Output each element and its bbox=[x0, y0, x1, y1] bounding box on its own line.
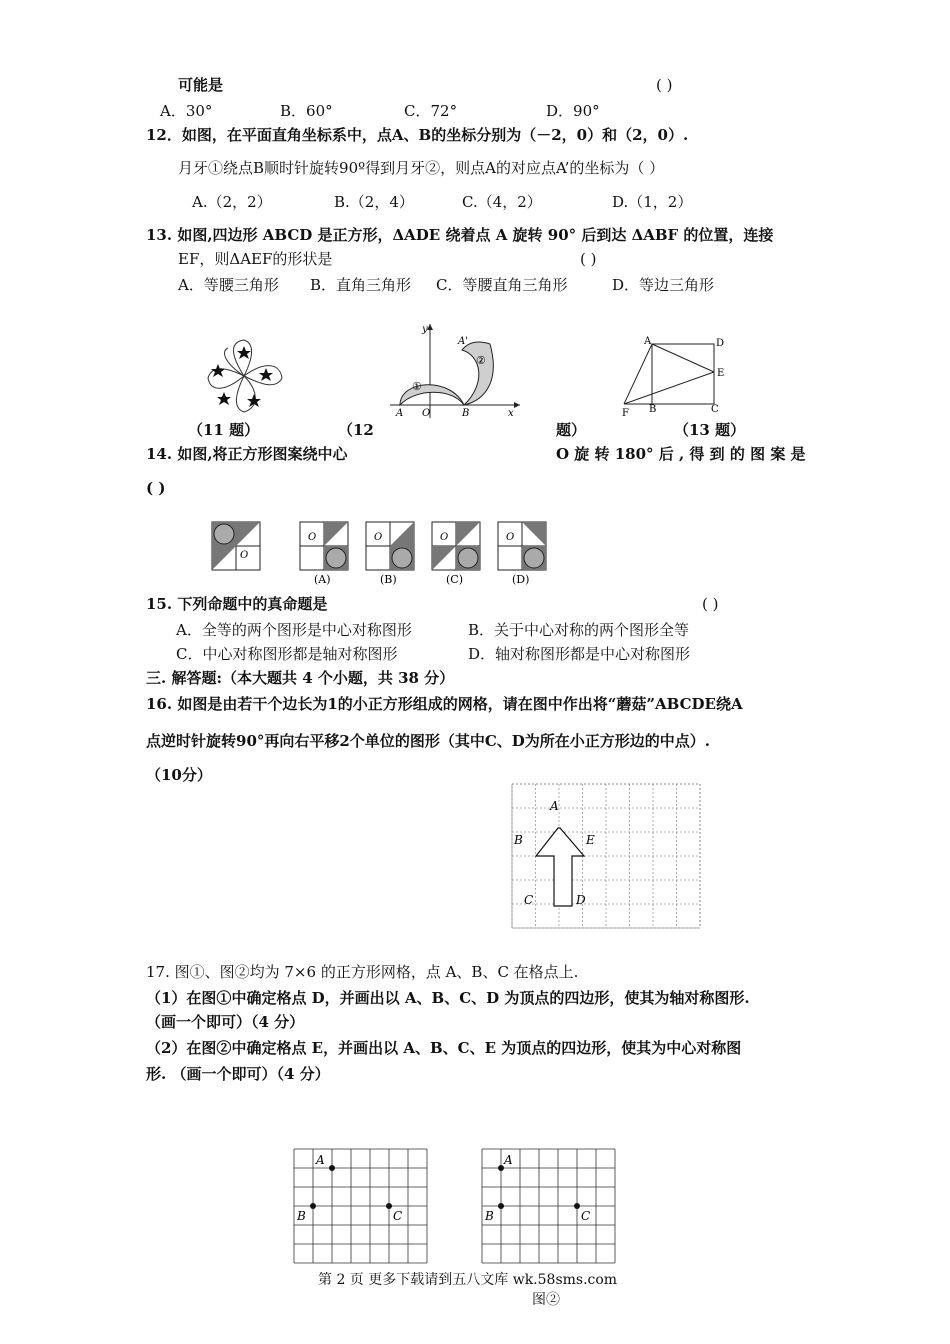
option-b-pattern[interactable] bbox=[366, 522, 414, 570]
q16-line3: （10分） bbox=[146, 766, 212, 784]
caption-11: （11 题） bbox=[188, 421, 260, 439]
caption-13: （13 题） bbox=[674, 421, 746, 439]
axis-x-label: x bbox=[508, 408, 514, 419]
label-b: B bbox=[649, 404, 657, 415]
q14-line1a: 14. 如图,将正方形图案绕中心 bbox=[146, 445, 348, 463]
q13-option-d: D．等边三角形 bbox=[612, 276, 715, 294]
q17-line4: （2）在图②中确定格点 E，并画出以 A、B、C、E 为顶点的四边形，使其为中心对称图 bbox=[146, 1039, 742, 1057]
q15-option-d: D．轴对称图形都是中心对称图形 bbox=[468, 645, 691, 663]
svg-text:O: O bbox=[440, 532, 449, 543]
axis-y-label: y bbox=[422, 324, 428, 335]
option-d-label: (D) bbox=[512, 573, 530, 586]
q11-option-c: C．72° bbox=[404, 102, 458, 120]
label-f: F bbox=[622, 408, 629, 418]
q16-label-b: B bbox=[514, 833, 523, 847]
moon-2-label: ② bbox=[476, 354, 486, 367]
option-c-label: (C) bbox=[446, 573, 463, 586]
q17-grid-figure-1 bbox=[290, 1148, 430, 1268]
fig2-label-c: C bbox=[581, 1209, 591, 1223]
option-b-label: (B) bbox=[380, 573, 397, 586]
q13-line2: EF，则ΔAEF的形状是 bbox=[178, 250, 333, 268]
option-a-label: (A) bbox=[314, 573, 331, 586]
q15-paren: ( ) bbox=[702, 595, 719, 613]
fig1-label-c: C bbox=[393, 1209, 403, 1223]
moon-1-label: ① bbox=[412, 380, 422, 393]
q11-tail: 可能是 bbox=[178, 76, 224, 94]
q11-paren: ( ) bbox=[656, 76, 673, 94]
label-e: E bbox=[717, 368, 725, 379]
svg-text:O: O bbox=[506, 532, 515, 543]
q16-line2: 点逆时针旋转90°再向右平移2个单位的图形（其中C、D为所在小正方形边的中点）. bbox=[146, 732, 710, 750]
q16-line1: 16. 如图是由若干个边长为1的小正方形组成的网格，请在图中作出将“蘑菇”ABCDE绕A bbox=[146, 695, 743, 713]
q13-option-c: C．等腰直角三角形 bbox=[436, 276, 568, 294]
q17-grid-figure-2 bbox=[478, 1148, 618, 1268]
figure-13-square bbox=[616, 334, 732, 418]
q12-line2: 月牙①绕点B顺时针旋转90º得到月牙②，则点A的对应点A’的坐标为（ ） bbox=[178, 159, 665, 177]
q16-label-a: A bbox=[550, 799, 559, 813]
label-a: A bbox=[644, 336, 652, 347]
fig1-label-a: A bbox=[316, 1153, 325, 1167]
q17-line1: 17. 图①、图②均为 7×6 的正方形网格，点 A、B、C 在格点上. bbox=[146, 963, 579, 981]
caption-12b: 题） bbox=[556, 421, 587, 439]
point-a-label: A bbox=[396, 408, 404, 419]
q17-line2: （1）在图①中确定格点 D，并画出以 A、B、C、D 为顶点的四边形，使其为轴对称图形. bbox=[146, 989, 750, 1007]
q15-option-b: B．关于中心对称的两个图形全等 bbox=[468, 621, 690, 639]
q13-paren: ( ) bbox=[580, 250, 597, 268]
page-footer: 第 2 页 更多下载请到五八文库 wk.58sms.com bbox=[318, 1272, 618, 1288]
q16-grid-figure bbox=[508, 782, 704, 932]
label-c: C bbox=[711, 404, 719, 415]
q15-option-a: A．全等的两个图形是中心对称图形 bbox=[176, 621, 412, 639]
figure-12-moons bbox=[386, 320, 526, 420]
q17-line3: （画一个即可）（4 分） bbox=[146, 1013, 305, 1031]
q13-option-a: A．等腰三角形 bbox=[178, 276, 279, 294]
fig2-label-a: A bbox=[504, 1153, 513, 1167]
q12-option-d: D.（1，2） bbox=[612, 193, 693, 211]
q15-line: 15. 下列命题中的真命题是 bbox=[146, 595, 328, 613]
q14-line1b: O 旋 转 180° 后 , 得 到 的 图 案 是 bbox=[556, 445, 806, 463]
fig1-label-b: B bbox=[297, 1209, 306, 1223]
option-c-pattern[interactable] bbox=[432, 522, 480, 570]
point-b-label: B bbox=[462, 408, 470, 419]
q11-option-a: A．30° bbox=[160, 102, 213, 120]
fig2-label-b: B bbox=[485, 1209, 494, 1223]
q16-label-c: C bbox=[524, 893, 534, 907]
caption-12a: （12 bbox=[338, 421, 374, 439]
q13-option-b: B．直角三角形 bbox=[310, 276, 412, 294]
option-d-pattern[interactable] bbox=[498, 522, 546, 570]
q12-line1: 12．如图，在平面直角坐标系中，点A、B的坐标分别为（－2，0）和（2，0）. bbox=[146, 126, 689, 144]
label-d: D bbox=[716, 338, 725, 349]
q14-line2: ( ) bbox=[146, 479, 166, 497]
q13-line1: 13. 如图,四边形 ABCD 是正方形，ΔADE 绕着点 A 旋转 90° 后到达 ΔABF 的位置，连接 bbox=[146, 226, 774, 244]
option-a-pattern[interactable] bbox=[300, 522, 348, 570]
svg-text:O: O bbox=[308, 532, 317, 543]
svg-text:O: O bbox=[374, 532, 383, 543]
q16-label-e: E bbox=[586, 833, 595, 847]
q12-option-b: B.（2，4） bbox=[334, 193, 414, 211]
q14-pattern-figures bbox=[210, 520, 550, 588]
q12-option-a: A.（2，2） bbox=[192, 193, 272, 211]
center-o-label: O bbox=[240, 550, 249, 561]
section-3-heading: 三. 解答题:（本大题共 4 个小题，共 38 分） bbox=[146, 669, 455, 687]
q12-option-c: C.（4，2） bbox=[462, 193, 542, 211]
figure-11-flower bbox=[200, 334, 292, 418]
q11-option-d: D．90° bbox=[546, 102, 600, 120]
q16-label-d: D bbox=[576, 893, 586, 907]
q11-option-b: B．60° bbox=[280, 102, 333, 120]
q15-option-c: C．中心对称图形都是轴对称图形 bbox=[176, 645, 398, 663]
origin-label: O bbox=[422, 408, 431, 419]
original-pattern bbox=[212, 522, 260, 570]
figure-2-caption: 图② bbox=[532, 1292, 560, 1308]
q17-line5: 形. （画一个即可）（4 分） bbox=[146, 1065, 330, 1083]
point-a-prime-label: A' bbox=[458, 336, 468, 347]
